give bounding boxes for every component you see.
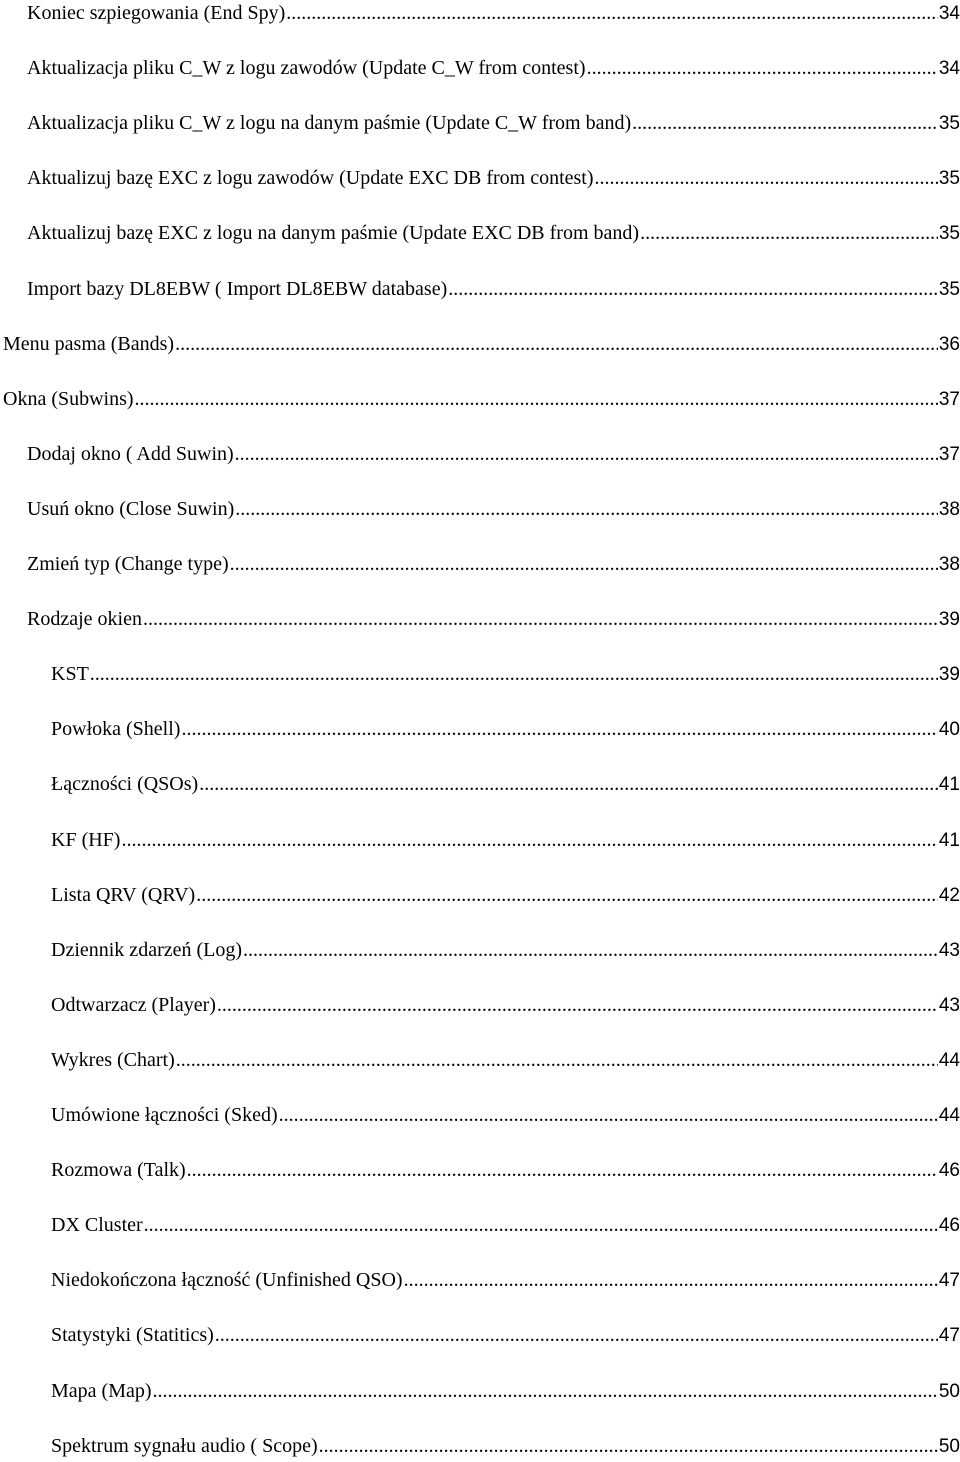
- dot-leader: [121, 825, 937, 855]
- toc-entry-label: Menu pasma (Bands): [3, 332, 175, 355]
- dot-leader: [404, 1265, 938, 1295]
- toc-entry[interactable]: [51, 659, 960, 689]
- dot-leader: [319, 1431, 938, 1461]
- toc-entry[interactable]: [51, 1045, 960, 1075]
- toc-entry-page-number: 44: [938, 1049, 960, 1071]
- toc-entry[interactable]: [51, 935, 960, 965]
- toc-entry-label: Wykres (Chart): [51, 1048, 175, 1071]
- toc-entry-page-number: 38: [938, 554, 960, 575]
- toc-entry[interactable]: [27, 439, 960, 469]
- toc-entry-label: Spektrum sygnału audio ( Scope): [51, 1434, 318, 1457]
- toc-entry-label: Aktualizuj bazę EXC z logu na danym paśmie (Update EXC DB from band): [27, 222, 640, 245]
- toc-entry-page-number: 46: [938, 1160, 960, 1182]
- toc-entry-label: Aktualizacja pliku C_W z logu na danym paśmie (Update C_W from band): [27, 112, 632, 135]
- toc-entry-page-number: 44: [938, 1105, 960, 1126]
- toc-entry[interactable]: [3, 329, 960, 359]
- toc-entry-label: Mapa (Map): [51, 1379, 152, 1402]
- toc-entry[interactable]: [51, 769, 960, 799]
- toc-entry-page-number: 46: [938, 1215, 960, 1237]
- dot-leader: [286, 0, 938, 28]
- toc-entry[interactable]: [51, 1376, 960, 1406]
- toc-entry-label: Odtwarzacz (Player): [51, 993, 216, 1016]
- toc-entry-label: Okna (Subwins): [3, 387, 134, 410]
- toc-entry-label: Dodaj okno ( Add Suwin): [27, 442, 234, 465]
- toc-entry-label: Rodzaje okien: [27, 608, 142, 631]
- toc-entry-label: Aktualizuj bazę EXC z logu zawodów (Update EXC DB from contest): [27, 167, 594, 190]
- dot-leader: [595, 163, 938, 193]
- dot-leader: [187, 1155, 938, 1185]
- toc-entry-page-number: 50: [938, 1435, 960, 1457]
- toc-entry[interactable]: [27, 549, 960, 579]
- toc-entry[interactable]: [51, 1100, 960, 1130]
- toc-entry[interactable]: [51, 990, 960, 1020]
- toc-entry-label: Rozmowa (Talk): [51, 1159, 186, 1182]
- toc-entry-label: Import bazy DL8EBW ( Import DL8EBW database): [27, 277, 448, 300]
- dot-leader: [90, 659, 938, 689]
- toc-entry-page-number: 50: [938, 1380, 960, 1402]
- toc-entry[interactable]: [27, 108, 960, 138]
- toc-entry-page-number: 34: [938, 58, 960, 80]
- dot-leader: [135, 384, 938, 414]
- toc-entry-page-number: 38: [938, 498, 960, 520]
- dot-leader: [448, 274, 938, 304]
- toc-entry-page-number: 43: [938, 994, 960, 1016]
- toc-entry-label: Lista QRV (QRV): [51, 883, 196, 906]
- toc-entry-page-number: 37: [938, 388, 960, 410]
- toc-entry-label: Koniec szpiegowania (End Spy): [27, 2, 286, 24]
- toc-entry-page-number: 39: [938, 609, 960, 631]
- dot-leader: [199, 769, 938, 799]
- dot-leader: [181, 714, 937, 744]
- dot-leader: [243, 935, 938, 965]
- dot-leader: [175, 329, 938, 359]
- dot-leader: [215, 1320, 938, 1350]
- toc-entry[interactable]: [51, 880, 960, 910]
- dot-leader: [235, 494, 938, 524]
- toc-entry-page-number: 41: [938, 774, 960, 796]
- dot-leader: [217, 990, 938, 1020]
- toc-entry-label: Dziennik zdarzeń (Log): [51, 938, 243, 961]
- dot-leader: [632, 108, 938, 138]
- toc-entry-label: Zmień typ (Change type): [27, 553, 229, 575]
- dot-leader: [176, 1045, 938, 1075]
- toc-entry-page-number: 34: [938, 3, 960, 24]
- dot-leader: [143, 604, 938, 634]
- toc-entry-page-number: 39: [938, 664, 960, 686]
- dot-leader: [196, 880, 938, 910]
- toc-entry[interactable]: [51, 1320, 960, 1350]
- toc-entry[interactable]: [51, 1265, 960, 1295]
- toc-entry-page-number: 35: [938, 223, 960, 245]
- toc-entry-page-number: 35: [938, 168, 960, 190]
- dot-leader: [587, 53, 938, 83]
- toc-entry[interactable]: [27, 274, 960, 304]
- toc-entry-label: KF (HF): [51, 828, 121, 851]
- toc-entry[interactable]: [51, 1155, 960, 1185]
- toc-entry-page-number: 40: [938, 719, 960, 741]
- toc-entry-page-number: 35: [938, 113, 960, 135]
- dot-leader: [144, 1210, 938, 1240]
- toc-entry-page-number: 47: [938, 1270, 960, 1292]
- toc-entry-page-number: 42: [938, 884, 960, 906]
- toc-entry-label: KST: [51, 663, 89, 686]
- toc-entry-label: Powłoka (Shell): [51, 718, 181, 741]
- toc-entry-label: DX Cluster: [51, 1214, 143, 1237]
- toc-entry-page-number: 37: [938, 443, 960, 465]
- toc-entry[interactable]: [27, 0, 960, 28]
- toc-entry[interactable]: [51, 1431, 960, 1461]
- toc-entry-page-number: 41: [938, 829, 960, 851]
- toc-entry-label: Umówione łączności (Sked): [51, 1104, 278, 1126]
- toc-entry[interactable]: [27, 53, 960, 83]
- toc-entry[interactable]: [27, 218, 960, 248]
- dot-leader: [153, 1376, 938, 1406]
- toc-entry-page-number: 36: [938, 333, 960, 355]
- dot-leader: [235, 439, 938, 469]
- dot-leader: [279, 1100, 938, 1130]
- toc-entry-page-number: 47: [938, 1325, 960, 1347]
- toc-entry-label: Usuń okno (Close Suwin): [27, 497, 235, 520]
- toc-entry-label: Niedokończona łączność (Unfinished QSO): [51, 1269, 403, 1292]
- toc-entry-page-number: 43: [938, 939, 960, 961]
- toc-entry[interactable]: [27, 494, 960, 524]
- toc-entry[interactable]: [51, 714, 960, 744]
- toc-entry[interactable]: [51, 825, 960, 855]
- toc-entry-label: Łączności (QSOs): [51, 773, 199, 796]
- dot-leader: [640, 218, 938, 248]
- toc-entry[interactable]: [51, 1210, 960, 1240]
- toc-entry[interactable]: [27, 163, 960, 193]
- toc-entry-label: Aktualizacja pliku C_W z logu zawodów (Update C_W from contest): [27, 57, 586, 80]
- toc-entry[interactable]: [3, 384, 960, 414]
- toc-entry-label: Statystyki (Statitics): [51, 1324, 214, 1347]
- toc-entry[interactable]: [27, 604, 960, 634]
- toc-entry-page-number: 35: [938, 278, 960, 300]
- dot-leader: [230, 549, 938, 579]
